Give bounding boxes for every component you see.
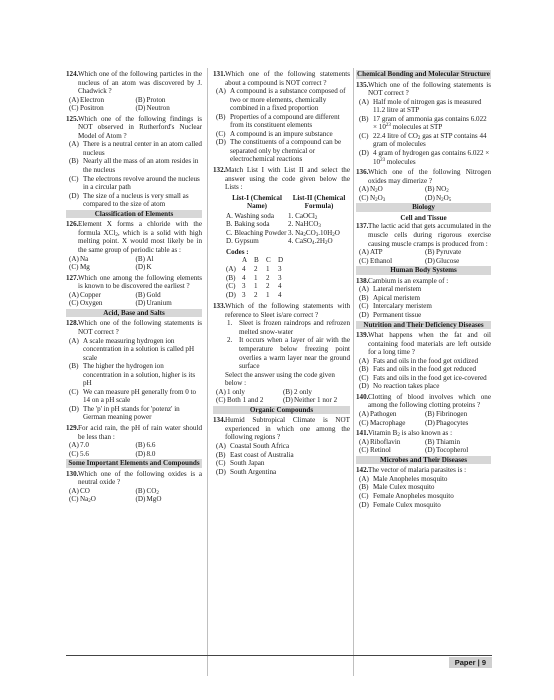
option: (D) MgO: [135, 495, 162, 504]
question-stem: For acid rain, the pH of rain water should be less than :: [78, 423, 202, 441]
question-stem: Which one among the following elements is known to be discovered the earliest ?: [78, 273, 202, 291]
option: (C) We can measure pH generally from 0 to 14 on a pH scale: [69, 387, 197, 405]
options-135: [356, 98, 491, 166]
option: (D) 4 gram of hydrogen gas contains $6.022 \times 10^{23}$ molecules: [359, 148, 490, 166]
question-number: 126.: [66, 220, 79, 229]
option: (D) Phagocytes: [425, 418, 469, 427]
list-1-item: A. Washing soda: [226, 211, 274, 220]
option: (C) Mg: [69, 263, 90, 272]
option: (A) There is a neutral center in an atom called nucleus: [69, 140, 202, 157]
question-stem: Which one of the following findings is NOT observed in Rutherford's Nuclear Model of Atom ?: [78, 114, 202, 140]
question-number: 128.: [66, 319, 79, 328]
question-128: [66, 319, 202, 336]
question-stem: The lactic acid that gets accumulated in the muscle cells during rigorous exercise causing muscle cramps is produced from :: [368, 222, 491, 248]
question-number: 141.: [356, 429, 369, 438]
options-136: [356, 185, 491, 202]
question-number: 134.: [213, 416, 226, 425]
option: (C) Intercalary meristem: [359, 302, 432, 311]
options-125: [66, 140, 202, 208]
option: (A) Pathogen: [359, 410, 397, 419]
column-3: [356, 70, 491, 509]
list-2-item: 2. NaHCO$_3$: [288, 220, 321, 230]
question-130: [66, 470, 202, 487]
list-2-heading: List-II (Chemical Formula): [292, 193, 346, 211]
section-heading: Organic Compounds: [213, 406, 350, 415]
options-137: [356, 248, 491, 265]
question-stem: Vitamin B: [368, 429, 398, 438]
question-stem: Element X forms a chloride with the formula XCl: [78, 220, 202, 237]
option: (D) Glucose: [425, 256, 460, 265]
option: (D) 8.0: [135, 449, 156, 458]
option: (A) Male Anopheles mosquito: [359, 474, 448, 483]
option: (B) Apical meristem: [359, 293, 421, 302]
codes-header: A B C D: [242, 256, 284, 265]
option: (A) 1 only: [216, 387, 245, 396]
options-126: [66, 255, 202, 272]
list-1-heading: List-I (Chemical Name): [232, 193, 282, 211]
option: (B) Fats and oils in the food get reduced: [359, 365, 477, 374]
question-number: 125.: [66, 114, 79, 123]
list-1-item: D. Gypsum: [226, 237, 259, 246]
question-124: [66, 70, 202, 96]
question-stem: Cambium is an example of :: [368, 276, 449, 285]
option: (A) Half mole of nitrogen gas is measured 11.2 litre at STP: [359, 97, 482, 115]
options-141: [356, 438, 491, 455]
question-number: 136.: [356, 168, 369, 177]
option: (B) Fibrinogen: [425, 410, 468, 419]
option: (A) Riboflavin: [359, 437, 401, 446]
option: (A) Copper: [69, 290, 101, 299]
question-number: 127.: [66, 273, 79, 282]
option: (C) Positron: [69, 104, 104, 113]
option: (D) Tocopherol: [425, 446, 469, 455]
options-139: [356, 357, 491, 391]
page-footer: [66, 655, 492, 669]
question-134: [213, 416, 350, 442]
section-subheading: Cell and Tissue: [400, 213, 447, 222]
option: (B) Male Culex mosquito: [359, 483, 435, 492]
option: (B) $CO_2$: [135, 486, 159, 496]
section-heading: Nutrition and Their Deficiency Diseases: [356, 321, 491, 330]
list-2-item: 3. $Na_2CO_3.10H_2O$: [288, 228, 340, 238]
option: (B) Gold: [135, 290, 161, 299]
question-stem: Which one of the following Nitrogen oxides may dimerize ?: [368, 168, 491, 185]
option: (B) $NO_2$: [425, 185, 449, 195]
option: (A) ATP: [359, 248, 383, 257]
codes-row: (D) 3 2 1 4: [226, 290, 282, 299]
option: (D) No reaction takes place: [359, 382, 440, 391]
question-stem: Which of the following statements with reference to Sleet is/are correct ?: [225, 302, 350, 319]
question-number: 129.: [66, 423, 79, 432]
question-125: [66, 115, 202, 141]
list-2-item: 1. CaOCl$_2$: [288, 211, 318, 221]
option: (C) Retinol: [359, 446, 391, 455]
option: (A) $N_2O$: [359, 185, 383, 195]
option: (D) Uranium: [135, 299, 172, 308]
question-stem: The vector of malaria parasites is :: [368, 466, 467, 475]
option: (C) Oxygen: [69, 299, 103, 308]
section-heading: Microbes and Their Diseases: [356, 456, 491, 465]
option: (B) Thiamin: [425, 437, 461, 446]
options-142: [356, 475, 491, 509]
question-stem: Clotting of blood involves which one among the following clotting proteins ?: [368, 392, 491, 410]
options-140: [356, 410, 491, 427]
option: (C) A compound is an impure substance: [216, 129, 333, 138]
question-number: 142.: [356, 466, 369, 475]
option: (B) Pyruvate: [425, 248, 462, 257]
option: (C) South Japan: [216, 459, 265, 468]
question-137: [356, 222, 491, 248]
question-138: [356, 277, 491, 286]
option: (B) 6.6: [135, 441, 156, 450]
question-number: 139.: [356, 331, 369, 340]
options-133: [213, 388, 350, 405]
list-1-item: C. Bleaching Powder: [226, 228, 287, 237]
question-number: 137.: [356, 222, 369, 231]
codes-row: (A) 4 2 1 3: [226, 265, 282, 274]
option: (B) The higher the hydrogen ion concentration in a solution, higher is its pH: [69, 362, 196, 388]
question-number: 132.: [213, 166, 226, 175]
question-stem: Match List I with List II and select the answer using the code given below the Lists :: [225, 166, 350, 192]
option: (D) South Argentina: [216, 467, 277, 476]
question-number: 130.: [66, 469, 79, 478]
option: (C) Both 1 and 2: [216, 396, 264, 405]
option: (D) Permanent tissue: [359, 310, 422, 319]
option: (B) Nearly all the mass of an atom resides in the nucleus: [69, 157, 199, 175]
option: (A) Fats and oils in the food get oxidized: [359, 356, 479, 365]
options-138: [356, 285, 491, 319]
question-133: [213, 302, 350, 319]
question-127: [66, 274, 202, 291]
option: (D) The 'p' in pH stands for 'potenz' in German meaning power: [69, 404, 180, 422]
option: (C) Female Anopheles mosquito: [359, 491, 454, 500]
question-131: [213, 70, 350, 87]
option: (B) Properties of a compound are different from its constituent elements: [216, 112, 340, 130]
list-2-item: 4. $CaSO_4.2H_2O$: [288, 237, 333, 247]
option: (B) Al: [135, 254, 154, 263]
question-stem: Which one of the following particles in the nucleus of an atom was discovered by J. Chadwick ?: [78, 70, 202, 96]
option: (A) 7.0: [69, 441, 89, 450]
page-number: Paper | 9: [449, 657, 492, 668]
option: (D) K: [135, 263, 152, 272]
option: (A) CO: [69, 486, 90, 495]
option: (C) 5.6: [69, 449, 89, 458]
option: (C) Macrophage: [359, 418, 406, 427]
question-stem: Which one of the following oxides is a neutral oxide ?: [78, 469, 202, 487]
column-1: [66, 70, 202, 504]
question-stem: Which one of the following statements is NOT correct ?: [78, 319, 202, 336]
question-number: 133.: [213, 302, 226, 311]
option: (A) Electron: [69, 95, 105, 104]
question-stem: Humid Subtropical Climate is NOT experienced in which one among the following regions ?: [225, 416, 350, 442]
codes-table: [213, 248, 350, 299]
question-stem: What happens when the fat and oil containing food materials are left outside for a long time ?: [368, 331, 491, 357]
option: (A) Na: [69, 254, 89, 263]
question-141: 141. Vitamin $B_2$ is also known as :: [356, 429, 453, 439]
question-number: 138.: [356, 276, 369, 285]
section-heading: Human Body Systems: [356, 266, 491, 275]
question-stem: Which one of the following statements about a compound is NOT correct ?: [225, 70, 350, 87]
match-table: [213, 194, 350, 246]
option: (D) Female Culex mosquito: [359, 500, 441, 509]
options-134: [213, 442, 350, 476]
column-2: [213, 70, 350, 476]
options-129: [66, 441, 202, 458]
option: (D) Neither 1 nor 2: [283, 396, 338, 405]
option: (B) East coast of Australia: [216, 450, 294, 459]
option: (B) 17 gram of ammonia gas contains $6.022 \times 10^{23}$ molecules at STP: [359, 114, 487, 132]
question-139: [356, 331, 491, 357]
statement: 1. Sleet is frozen raindrops and refrozen melted snow-water: [227, 319, 350, 336]
codes-row: (C) 3 1 2 4: [226, 282, 282, 291]
option: (B) Proton: [135, 95, 166, 104]
question-stem: Which one of the following statements is NOT correct ?: [368, 80, 491, 98]
codes-label: Codes :: [226, 247, 249, 256]
option: (A) A scale measuring hydrogen ion concentration in a solution is called pH scale: [69, 336, 195, 362]
section-heading: Some Important Elements and Compounds: [66, 459, 202, 468]
option: (C) Ethanol: [359, 256, 393, 265]
question-140: [356, 393, 491, 410]
section-heading: Acid, Base and Salts: [66, 309, 202, 318]
question-126: 126. Element X forms a chloride with the formula XCl$_2$, which is a solid with high melting point. X would most likely be in the same group of periodic table as :: [66, 220, 202, 254]
question-number: 140.: [356, 392, 369, 401]
question-number: 135.: [356, 80, 369, 89]
options-130: [66, 487, 202, 504]
list-1-item: B. Baking soda: [226, 220, 270, 229]
option: (A) Lateral meristem: [359, 285, 422, 294]
option: (C) The electrons revolve around the nucleus in a circular path: [69, 174, 200, 192]
options-131: [213, 87, 350, 164]
question-135: [356, 81, 491, 98]
question-129: [66, 424, 202, 441]
question-142: [356, 466, 491, 475]
option: (D) Neutron: [135, 104, 170, 113]
option: (D) $N_2O_5$: [425, 193, 452, 203]
option: (D) The constituents of a compound can be separated only by chemical or electrochemical reactions: [216, 138, 342, 164]
section-heading: Biology: [356, 203, 491, 212]
codes-row: (B) 4 1 2 3: [226, 273, 282, 282]
option: (D) The size of a nucleus is very small as compared to the size of atom: [69, 191, 189, 209]
option: (C) Fats and oils in the food get ice-covered: [359, 373, 487, 382]
option: (C) $N_2O_3$: [359, 193, 386, 203]
instruction: Select the answer using the code given below :: [225, 370, 335, 388]
question-number: 131.: [213, 70, 226, 78]
question-136: [356, 168, 491, 185]
options-127: [66, 291, 202, 308]
options-124: [66, 96, 202, 113]
section-heading: Chemical Bonding and Molecular Structure: [357, 70, 490, 78]
statement: 2. It occurs when a layer of air with the temperature below freezing point overlies a warm layer near the ground surface: [227, 336, 350, 371]
option: (C) 22.4 litre of $CO_2$ gas at STP contains 44 gram of molecules: [359, 131, 487, 149]
option: (A) A compound is a substance composed of two or more elements, chemically combined in a fixed proportion: [216, 87, 346, 113]
option: (A) Coastal South Africa: [216, 442, 290, 451]
section-heading: Classification of Elements: [66, 210, 202, 219]
question-132: [213, 166, 350, 192]
option: (B) 2 only: [283, 387, 312, 396]
question-number: 124.: [66, 70, 79, 78]
option: (C) $Na_2O$: [69, 495, 96, 505]
options-128: [66, 337, 202, 422]
